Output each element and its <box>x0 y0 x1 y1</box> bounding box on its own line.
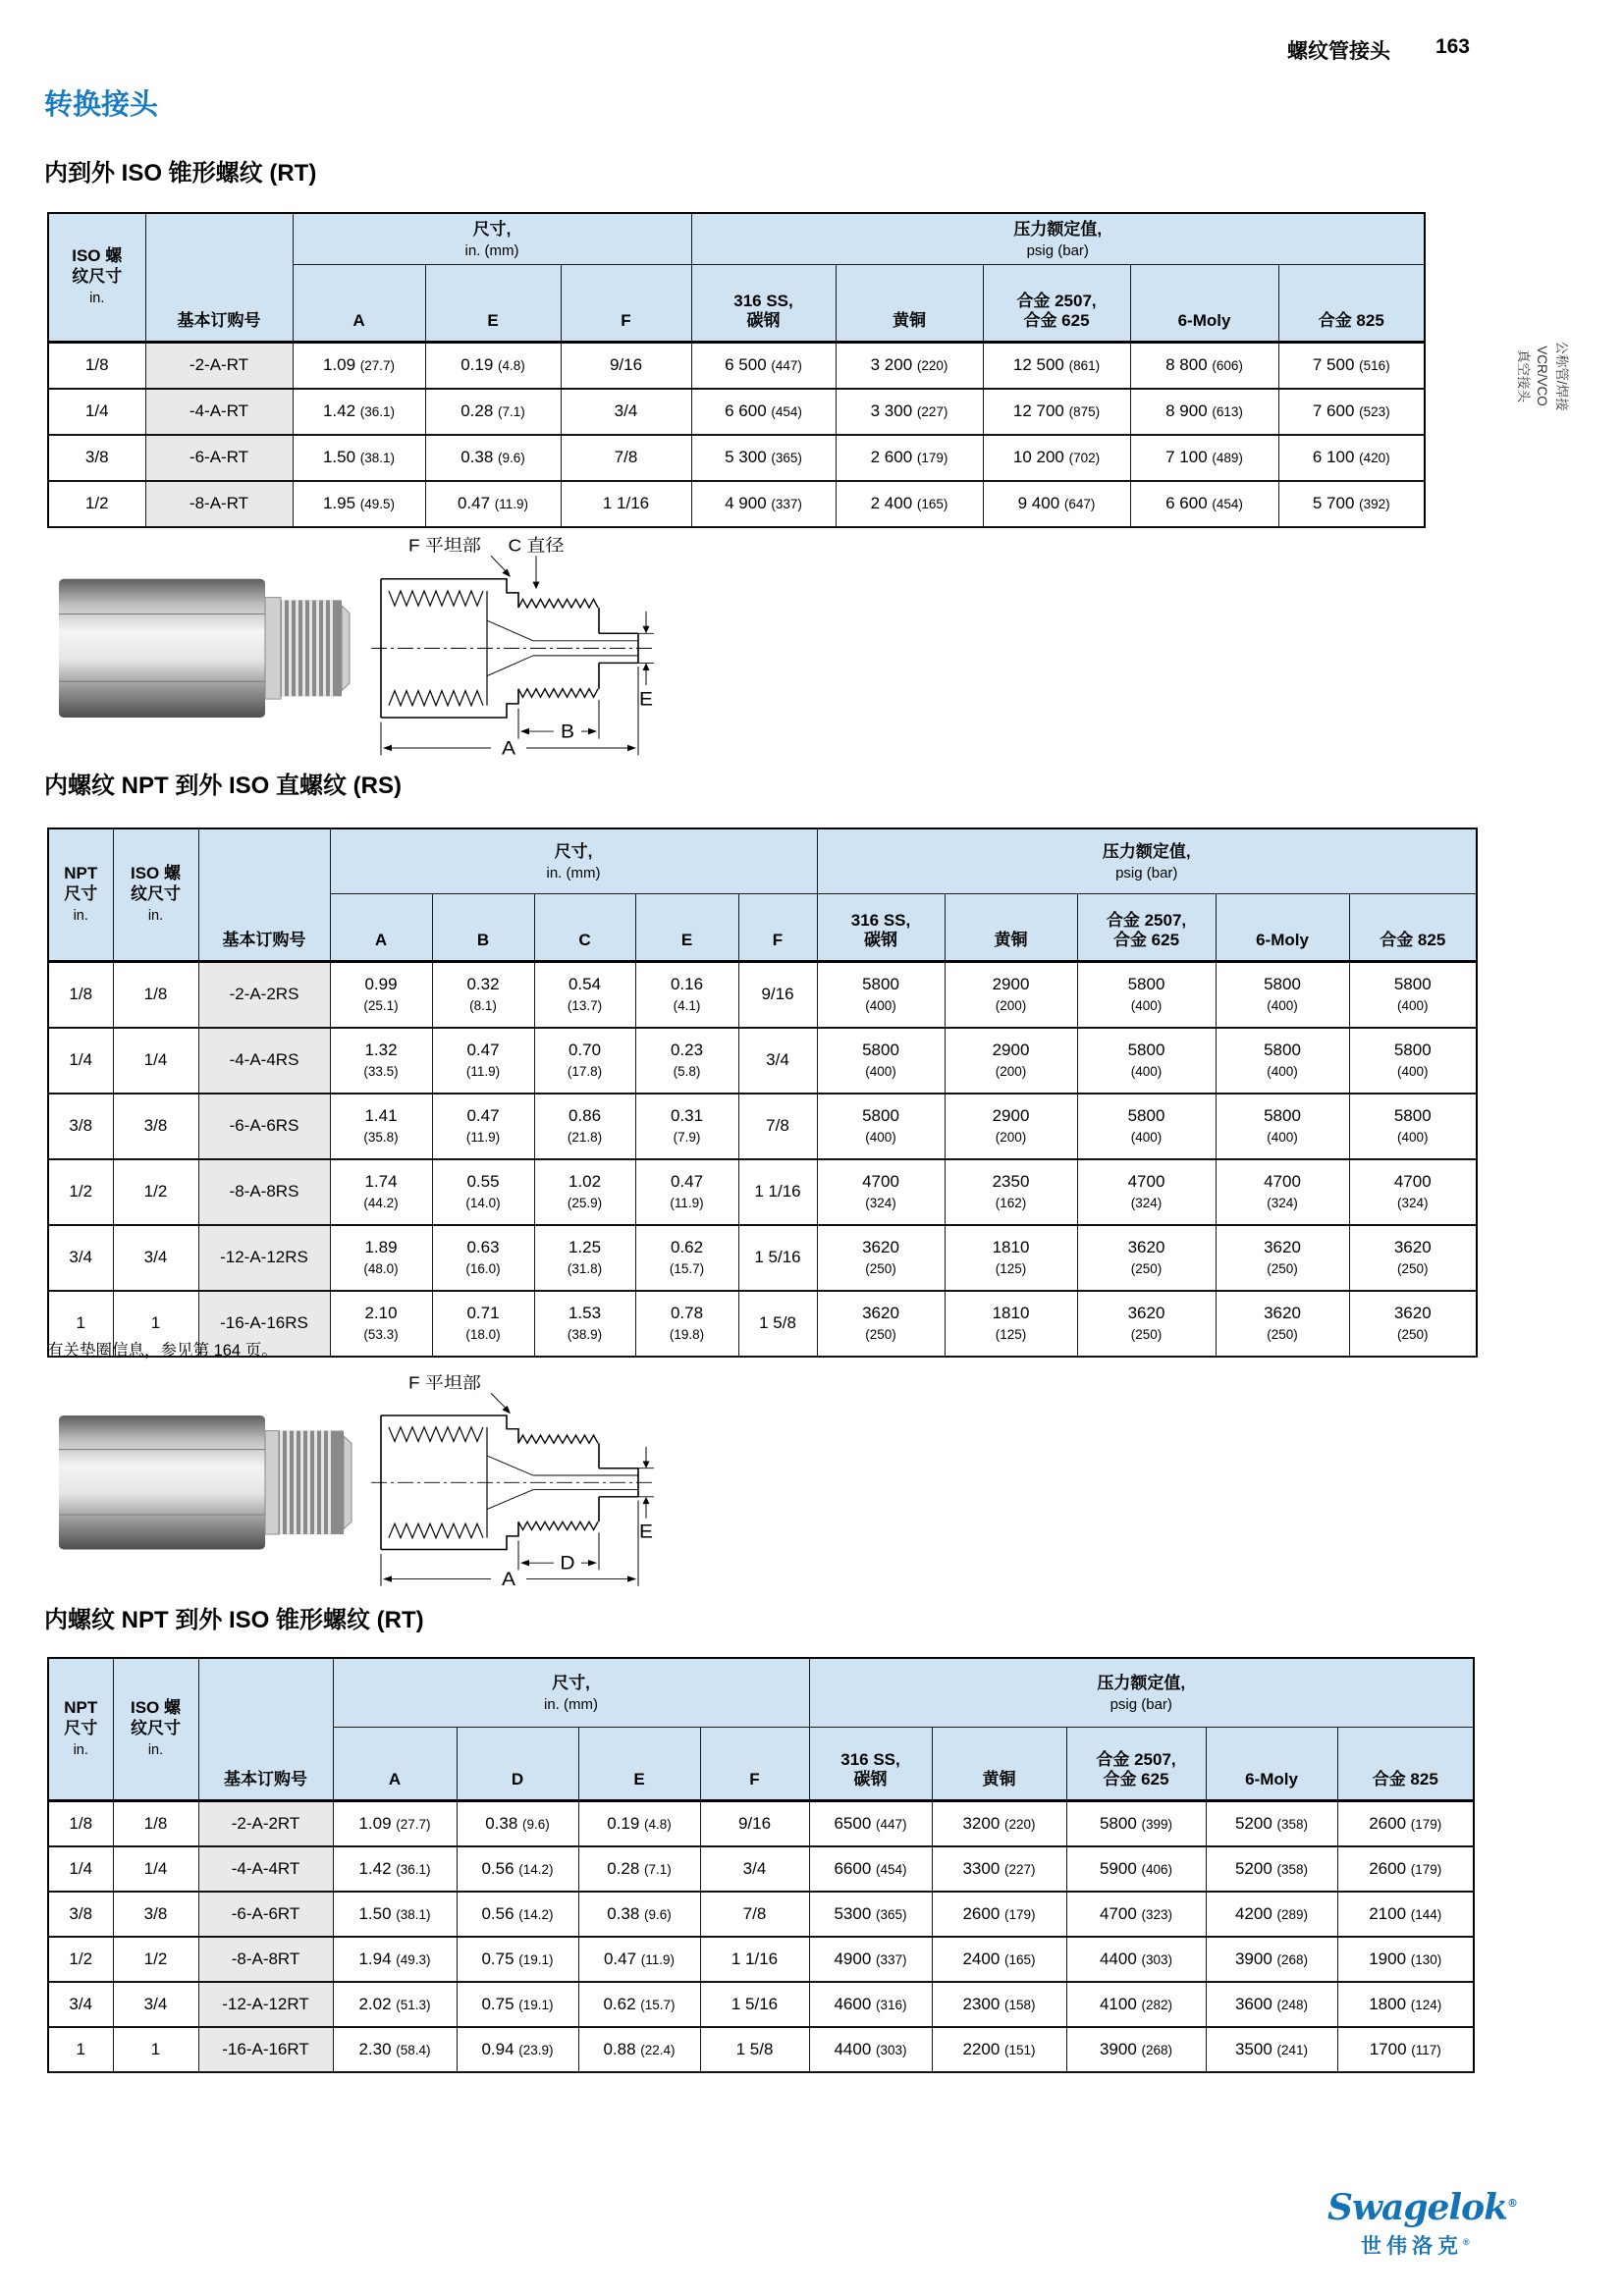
column-header: F <box>561 265 691 343</box>
value-cell: 4700 (323) <box>1066 1892 1206 1937</box>
value-cell: 5800 (400) <box>817 1094 945 1159</box>
value-cell: 0.62 (15.7) <box>635 1225 738 1291</box>
size-cell: 1 <box>48 1291 113 1357</box>
part-number-cell: -2-A-2RT <box>198 1801 333 1847</box>
value-cell: 9 400 (647) <box>983 481 1130 527</box>
value-cell: 0.32 (8.1) <box>432 962 534 1029</box>
table-row <box>48 1846 1474 1892</box>
part-number-cell: -8-A-8RT <box>198 1937 333 1982</box>
value-cell: 2 600 (179) <box>836 435 983 481</box>
size-cell: 1/4 <box>113 1028 198 1094</box>
size-cell: 3/8 <box>48 435 145 481</box>
value-cell: 0.71 (18.0) <box>432 1291 534 1357</box>
value-cell: 0.55 (14.0) <box>432 1159 534 1225</box>
value-cell: 1.42 (36.1) <box>293 389 425 435</box>
value-cell: 6 100 (420) <box>1278 435 1425 481</box>
column-group-header: 压力额定值, psig (bar) <box>809 1658 1474 1728</box>
value-cell: 7/8 <box>561 435 691 481</box>
table-row <box>48 389 1425 435</box>
size-cell: 1/8 <box>113 962 198 1029</box>
dim-label-e: E <box>638 1522 654 1543</box>
value-cell: 2600 (179) <box>932 1892 1066 1937</box>
fitting-photo <box>59 579 350 718</box>
value-cell: 7/8 <box>700 1892 809 1937</box>
value-cell: 12 500 (861) <box>983 343 1130 390</box>
column-header: 基本订购号 <box>198 1658 333 1801</box>
part-number-cell: -2-A-2RS <box>198 962 330 1029</box>
value-cell: 2900 (200) <box>945 962 1077 1029</box>
value-cell: 3900 (268) <box>1066 2027 1206 2072</box>
value-cell: 1.09 (27.7) <box>293 343 425 390</box>
size-cell: 1/2 <box>113 1159 198 1225</box>
table-row <box>48 1094 1477 1159</box>
table-row <box>48 1892 1474 1937</box>
size-cell: 1/8 <box>48 1801 113 1847</box>
column-header: NPT 尺寸 in. <box>48 1658 113 1801</box>
value-cell: 5800 (400) <box>817 962 945 1029</box>
value-cell: 6 600 (454) <box>691 389 836 435</box>
value-cell: 4200 (289) <box>1206 1892 1337 1937</box>
value-cell: 8 800 (606) <box>1130 343 1278 390</box>
value-cell: 0.38 (9.6) <box>578 1892 700 1937</box>
column-header: 黄铜 <box>932 1728 1066 1801</box>
fitting-drawing <box>371 1374 654 1590</box>
column-header: 6-Moly <box>1206 1728 1337 1801</box>
value-cell: 8 900 (613) <box>1130 389 1278 435</box>
column-header: 基本订购号 <box>198 828 330 962</box>
value-cell: 1.50 (38.1) <box>333 1892 457 1937</box>
section-heading-rt: 内到外 ISO 锥形螺纹 (RT) <box>44 160 317 187</box>
dim-label-f: F 平坦部 <box>408 535 481 556</box>
table-row <box>48 1801 1474 1847</box>
value-cell: 5200 (358) <box>1206 1846 1337 1892</box>
column-header: 316 SS, 碳钢 <box>691 265 836 343</box>
value-cell: 0.99 (25.1) <box>330 962 432 1029</box>
value-cell: 1800 (124) <box>1337 1982 1474 2027</box>
size-cell: 1/4 <box>113 1846 198 1892</box>
value-cell: 1.89 (48.0) <box>330 1225 432 1291</box>
dim-label-a: A <box>502 738 515 760</box>
value-cell: 2600 (179) <box>1337 1801 1474 1847</box>
data-table <box>47 212 1426 528</box>
value-cell: 0.70 (17.8) <box>534 1028 635 1094</box>
column-header: 316 SS, 碳钢 <box>809 1728 932 1801</box>
value-cell: 2300 (158) <box>932 1982 1066 2027</box>
value-cell: 0.16 (4.1) <box>635 962 738 1029</box>
column-header: F <box>700 1728 809 1801</box>
column-header: B <box>432 894 534 962</box>
section-heading-rt2: 内螺纹 NPT 到外 ISO 锥形螺纹 (RT) <box>44 1607 424 1633</box>
value-cell: 4400 (303) <box>1066 1937 1206 1982</box>
column-header: 合金 825 <box>1278 265 1425 343</box>
value-cell: 3620 (250) <box>817 1291 945 1357</box>
value-cell: 0.88 (22.4) <box>578 2027 700 2072</box>
value-cell: 3900 (268) <box>1206 1937 1337 1982</box>
value-cell: 2.30 (58.4) <box>333 2027 457 2072</box>
value-cell: 0.31 (7.9) <box>635 1094 738 1159</box>
value-cell: 3620 (250) <box>1216 1291 1349 1357</box>
value-cell: 6500 (447) <box>809 1801 932 1847</box>
value-cell: 1900 (130) <box>1337 1937 1474 1982</box>
value-cell: 5 700 (392) <box>1278 481 1425 527</box>
part-number-cell: -6-A-RT <box>145 435 293 481</box>
column-header: A <box>333 1728 457 1801</box>
part-number-cell: -4-A-4RS <box>198 1028 330 1094</box>
value-cell: 2400 (165) <box>932 1937 1066 1982</box>
value-cell: 5900 (406) <box>1066 1846 1206 1892</box>
value-cell: 3620 (250) <box>817 1225 945 1291</box>
value-cell: 5800 (400) <box>817 1028 945 1094</box>
column-header: 黄铜 <box>945 894 1077 962</box>
part-number-cell: -4-A-RT <box>145 389 293 435</box>
value-cell: 5200 (358) <box>1206 1801 1337 1847</box>
value-cell: 1.94 (49.3) <box>333 1937 457 1982</box>
value-cell: 1810 (125) <box>945 1225 1077 1291</box>
value-cell: 3 300 (227) <box>836 389 983 435</box>
value-cell: 1.74 (44.2) <box>330 1159 432 1225</box>
size-cell: 1/8 <box>48 962 113 1029</box>
value-cell: 1.53 (38.9) <box>534 1291 635 1357</box>
size-cell: 1/2 <box>113 1937 198 1982</box>
value-cell: 5800 (400) <box>1216 962 1349 1029</box>
column-group-header: 尺寸, in. (mm) <box>333 1658 809 1728</box>
table-row <box>48 435 1425 481</box>
dim-label-f: F 平坦部 <box>408 1373 481 1393</box>
value-cell: 2900 (200) <box>945 1094 1077 1159</box>
value-cell: 2350 (162) <box>945 1159 1077 1225</box>
size-cell: 3/4 <box>113 1982 198 2027</box>
value-cell: 3500 (241) <box>1206 2027 1337 2072</box>
dim-label-a: A <box>501 1569 516 1590</box>
column-header: 6-Moly <box>1130 265 1278 343</box>
value-cell: 2200 (151) <box>932 2027 1066 2072</box>
table-row <box>48 343 1425 390</box>
size-cell: 3/4 <box>48 1982 113 2027</box>
value-cell: 3620 (250) <box>1349 1225 1477 1291</box>
value-cell: 0.38 (9.6) <box>457 1801 578 1847</box>
value-cell: 4400 (303) <box>809 2027 932 2072</box>
size-cell: 3/8 <box>113 1892 198 1937</box>
column-header: E <box>425 265 561 343</box>
size-cell: 1/8 <box>113 1801 198 1847</box>
value-cell: 5800 (400) <box>1349 1028 1477 1094</box>
value-cell: 0.47 (11.9) <box>432 1094 534 1159</box>
dim-label-e: E <box>639 689 653 711</box>
value-cell: 1 1/16 <box>561 481 691 527</box>
size-cell: 1/8 <box>48 343 145 390</box>
part-number-cell: -12-A-12RS <box>198 1225 330 1291</box>
value-cell: 7 500 (516) <box>1278 343 1425 390</box>
page-number: 163 <box>1435 35 1470 58</box>
value-cell: 1 5/16 <box>700 1982 809 2027</box>
value-cell: 0.56 (14.2) <box>457 1846 578 1892</box>
column-group-header: 尺寸, in. (mm) <box>330 828 817 894</box>
table-row <box>48 962 1477 1029</box>
part-number-cell: -8-A-RT <box>145 481 293 527</box>
page-header <box>1287 35 1470 65</box>
side-tab <box>1513 278 1571 474</box>
value-cell: 2100 (144) <box>1337 1892 1474 1937</box>
fitting-diagram-rt <box>47 528 676 764</box>
value-cell: 1 5/8 <box>738 1291 817 1357</box>
data-table <box>47 1657 1475 2073</box>
value-cell: 4700 (324) <box>1216 1159 1349 1225</box>
part-number-cell: -6-A-6RT <box>198 1892 333 1937</box>
page-title: 转换接头 <box>44 89 159 121</box>
value-cell: 0.75 (19.1) <box>457 1982 578 2027</box>
value-cell: 0.94 (23.9) <box>457 2027 578 2072</box>
value-cell: 5300 (365) <box>809 1892 932 1937</box>
dim-label-d: D <box>560 1553 575 1575</box>
column-header: ISO 螺 纹尺寸 in. <box>113 1658 198 1801</box>
value-cell: 4 900 (337) <box>691 481 836 527</box>
table-row <box>48 1028 1477 1094</box>
value-cell: 9/16 <box>561 343 691 390</box>
value-cell: 6 500 (447) <box>691 343 836 390</box>
brand-wordmark-cn: 世伟洛克® <box>1361 2235 1470 2258</box>
value-cell: 1.42 (36.1) <box>333 1846 457 1892</box>
value-cell: 2 400 (165) <box>836 481 983 527</box>
value-cell: 2600 (179) <box>1337 1846 1474 1892</box>
part-number-cell: -4-A-4RT <box>198 1846 333 1892</box>
size-cell: 3/8 <box>48 1094 113 1159</box>
size-cell: 3/8 <box>48 1892 113 1937</box>
column-header: A <box>330 894 432 962</box>
data-table <box>47 828 1478 1358</box>
table-row <box>48 2027 1474 2072</box>
value-cell: 0.19 (4.8) <box>578 1801 700 1847</box>
value-cell: 5800 (400) <box>1077 962 1216 1029</box>
value-cell: 1 5/8 <box>700 2027 809 2072</box>
value-cell: 5 300 (365) <box>691 435 836 481</box>
value-cell: 5800 (400) <box>1216 1028 1349 1094</box>
column-header: 合金 825 <box>1349 894 1477 962</box>
column-header: NPT 尺寸 in. <box>48 828 113 962</box>
table-row <box>48 1937 1474 1982</box>
column-header: ISO 螺 纹尺寸 in. <box>48 213 145 343</box>
value-cell: 0.54 (13.7) <box>534 962 635 1029</box>
size-cell: 1 <box>113 2027 198 2072</box>
column-header: 基本订购号 <box>145 213 293 343</box>
value-cell: 0.75 (19.1) <box>457 1937 578 1982</box>
value-cell: 1 1/16 <box>738 1159 817 1225</box>
column-header: 316 SS, 碳钢 <box>817 894 945 962</box>
size-cell: 3/8 <box>113 1094 198 1159</box>
fitting-drawing <box>371 535 654 759</box>
value-cell: 7 100 (489) <box>1130 435 1278 481</box>
value-cell: 9/16 <box>700 1801 809 1847</box>
value-cell: 3620 (250) <box>1077 1291 1216 1357</box>
value-cell: 3600 (248) <box>1206 1982 1337 2027</box>
dim-label-c: C 直径 <box>508 535 565 556</box>
value-cell: 1.32 (33.5) <box>330 1028 432 1094</box>
column-group-header: 尺寸, in. (mm) <box>293 213 691 265</box>
column-group-header: 压力额定值, psig (bar) <box>691 213 1425 265</box>
size-cell: 1/2 <box>48 1159 113 1225</box>
size-cell: 1/4 <box>48 1028 113 1094</box>
value-cell: 4600 (316) <box>809 1982 932 2027</box>
value-cell: 1.25 (31.8) <box>534 1225 635 1291</box>
value-cell: 6600 (454) <box>809 1846 932 1892</box>
value-cell: 5800 (400) <box>1349 962 1477 1029</box>
column-header: 合金 825 <box>1337 1728 1474 1801</box>
brand-wordmark: Swagelok® <box>1327 2187 1518 2228</box>
table-iso-taper-rt <box>47 212 1426 528</box>
column-header: 黄铜 <box>836 265 983 343</box>
footnote: 有关垫圈信息，参见第 164 页。 <box>47 1342 278 1360</box>
value-cell: 0.28 (7.1) <box>425 389 561 435</box>
part-number-cell: -16-A-16RT <box>198 2027 333 2072</box>
value-cell: 4700 (324) <box>817 1159 945 1225</box>
value-cell: 4900 (337) <box>809 1937 932 1982</box>
value-cell: 6 600 (454) <box>1130 481 1278 527</box>
value-cell: 2900 (200) <box>945 1028 1077 1094</box>
size-cell: 1 <box>48 2027 113 2072</box>
value-cell: 3620 (250) <box>1349 1291 1477 1357</box>
value-cell: 4700 (324) <box>1349 1159 1477 1225</box>
column-header: ISO 螺 纹尺寸 in. <box>113 828 198 962</box>
value-cell: 1700 (117) <box>1337 2027 1474 2072</box>
dim-label-b: B <box>561 721 574 743</box>
column-header: E <box>578 1728 700 1801</box>
size-cell: 1/2 <box>48 1937 113 1982</box>
table-row <box>48 1225 1477 1291</box>
value-cell: 5800 (399) <box>1066 1801 1206 1847</box>
value-cell: 0.47 (11.9) <box>432 1028 534 1094</box>
value-cell: 0.47 (11.9) <box>635 1159 738 1225</box>
value-cell: 1.09 (27.7) <box>333 1801 457 1847</box>
value-cell: 1 5/16 <box>738 1225 817 1291</box>
value-cell: 3/4 <box>561 389 691 435</box>
value-cell: 3 200 (220) <box>836 343 983 390</box>
value-cell: 0.47 (11.9) <box>578 1937 700 1982</box>
size-cell: 3/4 <box>48 1225 113 1291</box>
part-number-cell: -6-A-6RS <box>198 1094 330 1159</box>
column-header: 合金 2507, 合金 625 <box>983 265 1130 343</box>
table-row <box>48 1159 1477 1225</box>
value-cell: 7 600 (523) <box>1278 389 1425 435</box>
value-cell: 9/16 <box>738 962 817 1029</box>
value-cell: 3200 (220) <box>932 1801 1066 1847</box>
value-cell: 3/4 <box>738 1028 817 1094</box>
value-cell: 0.38 (9.6) <box>425 435 561 481</box>
size-cell: 1 <box>113 1291 198 1357</box>
value-cell: 5800 (400) <box>1077 1094 1216 1159</box>
value-cell: 1.95 (49.5) <box>293 481 425 527</box>
part-number-cell: -16-A-16RS <box>198 1291 330 1357</box>
value-cell: 5800 (400) <box>1216 1094 1349 1159</box>
header-category: 螺纹管接头 <box>1286 40 1390 63</box>
value-cell: 0.62 (15.7) <box>578 1982 700 2027</box>
value-cell: 3300 (227) <box>932 1846 1066 1892</box>
size-cell: 1/4 <box>48 389 145 435</box>
column-header: E <box>635 894 738 962</box>
side-tab-line: VCR/VCO <box>1535 346 1550 406</box>
fitting-diagram-rt2 <box>47 1366 676 1594</box>
value-cell: 2.02 (51.3) <box>333 1982 457 2027</box>
column-header: A <box>293 265 425 343</box>
column-header: F <box>738 894 817 962</box>
value-cell: 0.86 (21.8) <box>534 1094 635 1159</box>
value-cell: 0.23 (5.8) <box>635 1028 738 1094</box>
size-cell: 1/2 <box>48 481 145 527</box>
part-number-cell: -2-A-RT <box>145 343 293 390</box>
column-header: 合金 2507, 合金 625 <box>1066 1728 1206 1801</box>
part-number-cell: -12-A-12RT <box>198 1982 333 2027</box>
value-cell: 4100 (282) <box>1066 1982 1206 2027</box>
brand-logo <box>1327 2187 1517 2260</box>
value-cell: 4700 (324) <box>1077 1159 1216 1225</box>
value-cell: 0.63 (16.0) <box>432 1225 534 1291</box>
value-cell: 0.19 (4.8) <box>425 343 561 390</box>
value-cell: 0.78 (19.8) <box>635 1291 738 1357</box>
fitting-photo <box>59 1415 352 1549</box>
value-cell: 1 1/16 <box>700 1937 809 1982</box>
table-row <box>48 481 1425 527</box>
value-cell: 3620 (250) <box>1216 1225 1349 1291</box>
value-cell: 3/4 <box>700 1846 809 1892</box>
size-cell: 3/4 <box>113 1225 198 1291</box>
table-npt-iso-rs <box>47 828 1478 1358</box>
column-header: C <box>534 894 635 962</box>
value-cell: 10 200 (702) <box>983 435 1130 481</box>
value-cell: 12 700 (875) <box>983 389 1130 435</box>
column-header: D <box>457 1728 578 1801</box>
value-cell: 1.02 (25.9) <box>534 1159 635 1225</box>
column-header: 6-Moly <box>1216 894 1349 962</box>
value-cell: 1.41 (35.8) <box>330 1094 432 1159</box>
value-cell: 0.28 (7.1) <box>578 1846 700 1892</box>
value-cell: 7/8 <box>738 1094 817 1159</box>
section-heading-rs: 内螺纹 NPT 到外 ISO 直螺纹 (RS) <box>44 773 403 799</box>
value-cell: 3620 (250) <box>1077 1225 1216 1291</box>
column-group-header: 压力额定值, psig (bar) <box>817 828 1477 894</box>
value-cell: 0.56 (14.2) <box>457 1892 578 1937</box>
part-number-cell: -8-A-8RS <box>198 1159 330 1225</box>
side-tab-line: 公称管/焊接 <box>1554 341 1569 411</box>
value-cell: 0.47 (11.9) <box>425 481 561 527</box>
table-row <box>48 1982 1474 2027</box>
value-cell: 1810 (125) <box>945 1291 1077 1357</box>
size-cell: 1/4 <box>48 1846 113 1892</box>
side-tab-line: 真空接头 <box>1515 349 1531 402</box>
value-cell: 5800 (400) <box>1349 1094 1477 1159</box>
value-cell: 2.10 (53.3) <box>330 1291 432 1357</box>
value-cell: 1.50 (38.1) <box>293 435 425 481</box>
column-header: 合金 2507, 合金 625 <box>1077 894 1216 962</box>
table-npt-iso-rt <box>47 1657 1475 2073</box>
value-cell: 5800 (400) <box>1077 1028 1216 1094</box>
